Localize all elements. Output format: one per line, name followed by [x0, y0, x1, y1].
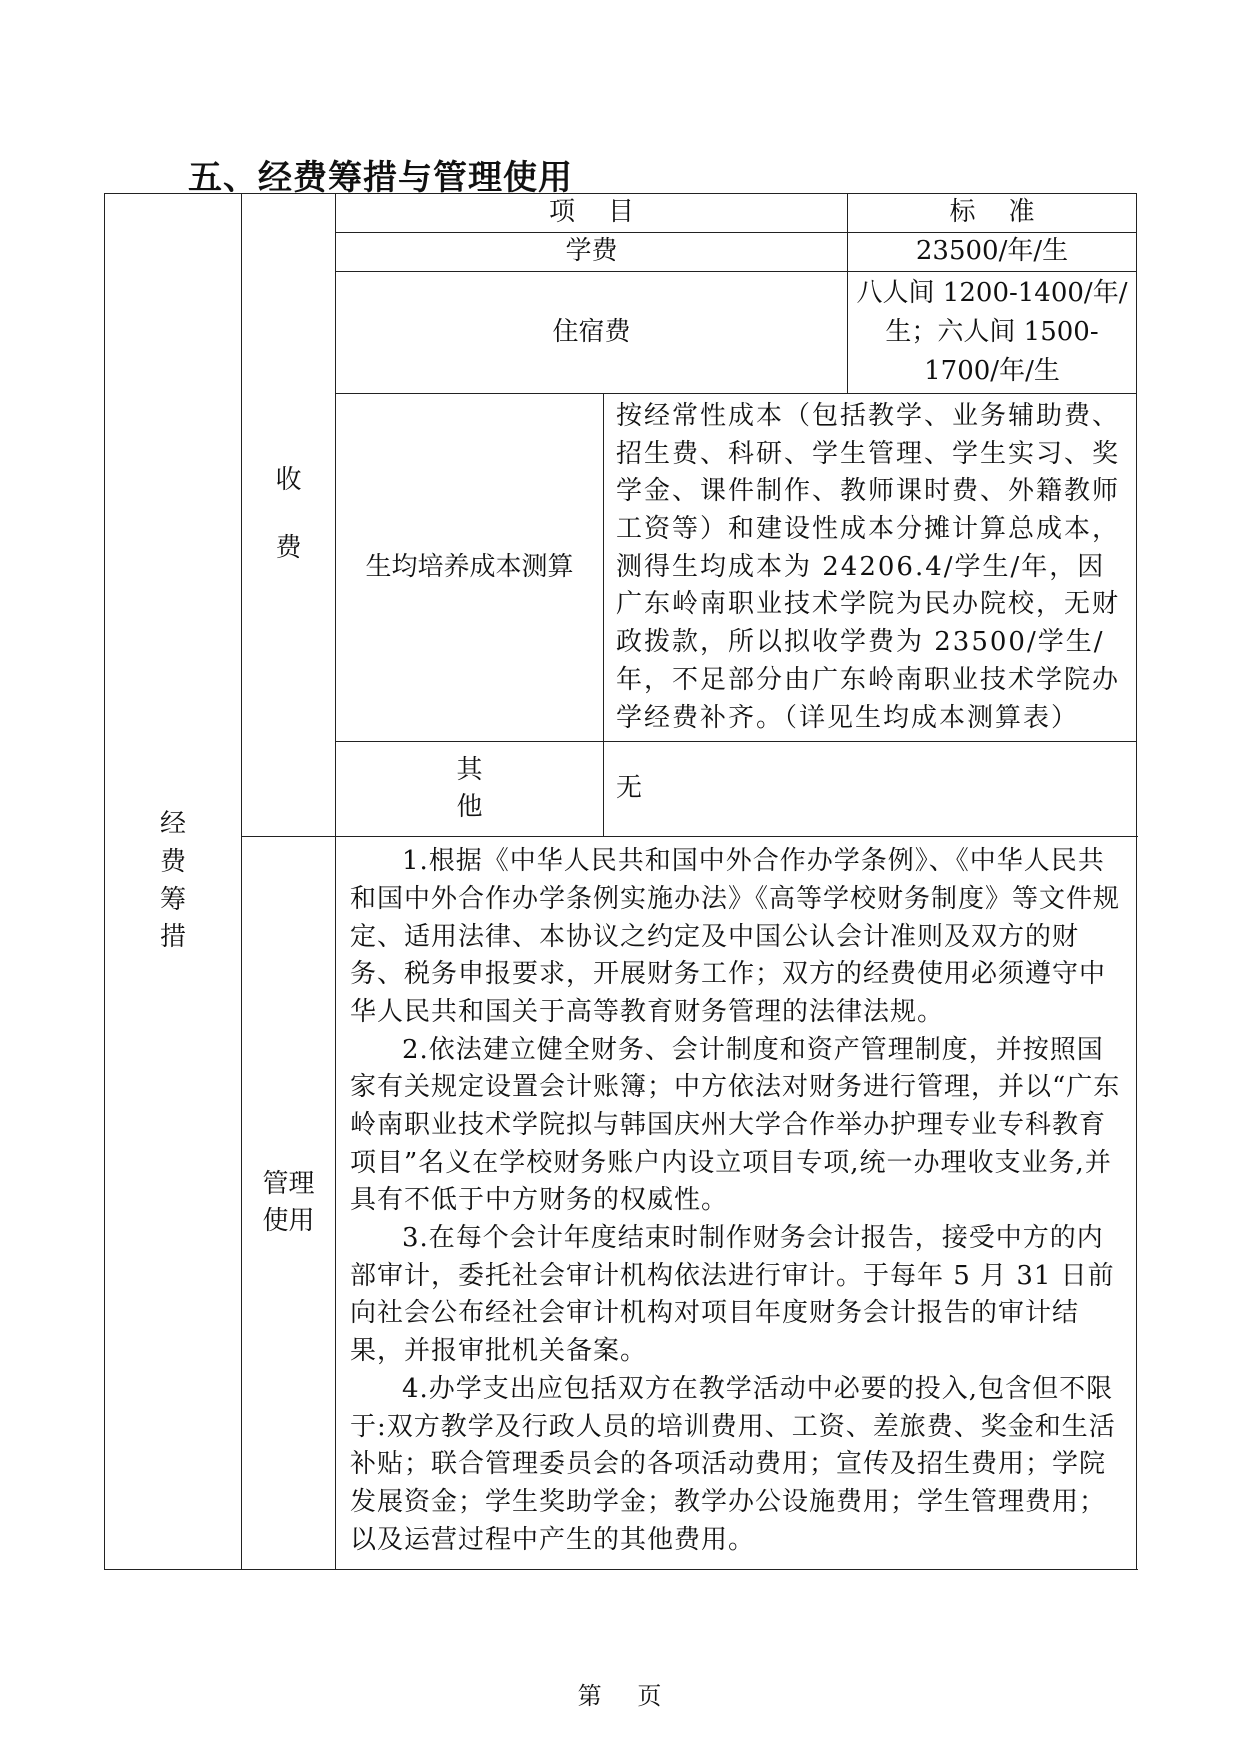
cost-description: 按经常性成本（包括教学、业务辅助费、招生费、科研、学生管理、学生实习、奖学金、课件制作、教师课时费、外籍教师工资等）和建设性成本分摊计算总成本，测得生均成本为 24206.4/学生/年，因广东岭南职业技术学院为民办院校，无财政拨款，所以拟收学费为 23500/学生/年，不足部分由广东岭南职业技术学院办学经费补齐。（详见生均成本测算表） — [604, 394, 1137, 742]
footer-left: 第 — [577, 1682, 602, 1710]
funding-section-label: 经 费 筹 措 — [105, 194, 242, 1570]
dorm-label: 住宿费 — [336, 272, 848, 394]
management-paragraph: 1.根据《中华人民共和国中外合作办学条例》、《中华人民共和国中外合作办学条例实施办法》《高等学校财务制度》等文件规定、适用法律、本协议之约定及中国公认会计准则及双方的财务、税务申报要求，开展财务工作；双方的经费使用必须遵守中华人民共和国关于高等教育财务管理的法律法规。 — [350, 846, 1121, 1027]
funding-table — [104, 193, 1137, 1570]
tuition-label: 学费 — [336, 233, 848, 272]
management-section-label: 管理 使用 — [242, 837, 336, 1570]
management-paragraph: 2.依法建立健全财务、会计制度和资产管理制度，并按照国家有关规定设置会计账簿；中方依法对财务进行管理，并以“广东岭南职业技术学院拟与韩国庆州大学合作举办护理专业专科教育项目”名义在学校财务账户内设立项目专项,统一办理收支业务,并具有不低于中方财务的权威性。 — [350, 1034, 1121, 1216]
dorm-value: 八人间 1200-1400/年/生；六人间 1500-1700/年/生 — [848, 272, 1137, 394]
tuition-value: 23500/年/生 — [848, 233, 1137, 272]
management-content — [336, 837, 1137, 1570]
management-paragraph: 3.在每个会计年度结束时制作财务会计报告，接受中方的内部审计，委托社会审计机构依法进行审计。于每年 5 月 31 日前向社会公布经社会审计机构对项目年度财务会计报告的审计结果，并报审批机关备案。 — [350, 1223, 1115, 1367]
charge-label: 收 费 — [242, 194, 336, 837]
page-footer — [0, 1676, 1239, 1711]
other-value: 无 — [604, 742, 1137, 837]
cost-label: 生均培养成本测算 — [336, 394, 604, 742]
header-standard: 标 准 — [848, 194, 1137, 233]
page-title: 五、经费筹措与管理使用 — [188, 158, 573, 198]
footer-right: 页 — [637, 1682, 662, 1710]
management-paragraph: 4.办学支出应包括双方在教学活动中必要的投入,包含但不限于:双方教学及行政人员的培训费用、工资、差旅费、奖金和生活补贴；联合管理委员会的各项活动费用；宣传及招生费用；学院发展资金；学生奖助学金；教学办公设施费用；学生管理费用；以及运营过程中产生的其他费用。 — [350, 1373, 1116, 1555]
other-label: 其 他 — [336, 742, 604, 837]
header-item: 项 目 — [336, 194, 848, 233]
